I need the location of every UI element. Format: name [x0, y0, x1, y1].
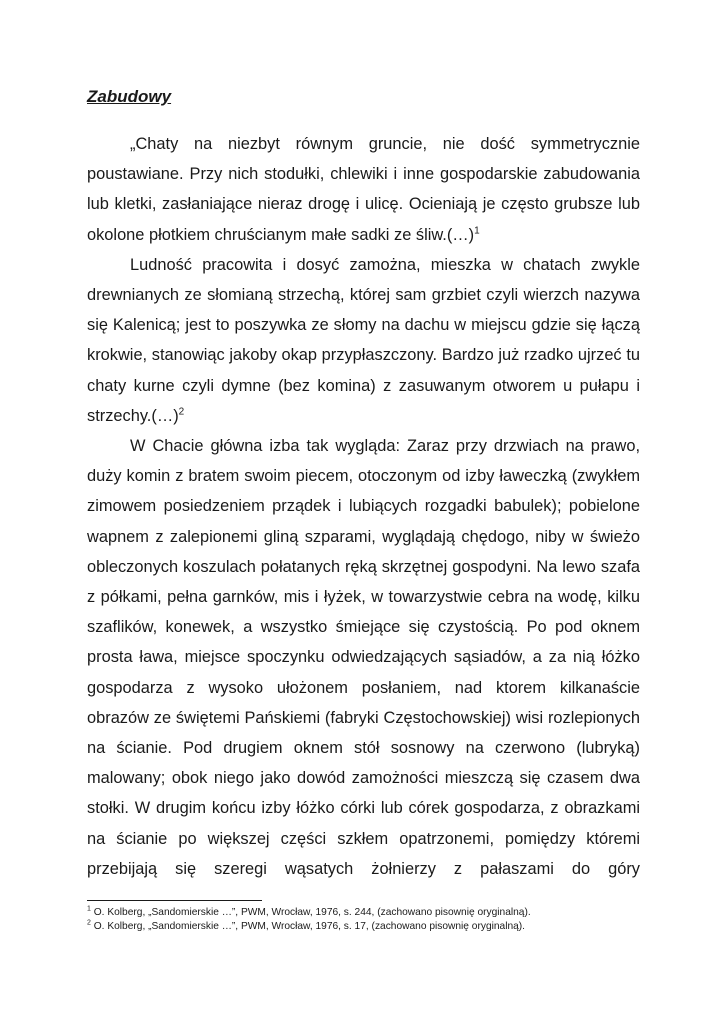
footnote-1	[87, 906, 647, 920]
paragraph-2	[87, 250, 640, 431]
footnote-ref-1[interactable]: 1	[474, 225, 480, 237]
footnote-1-text: O. Kolberg, „Sandomierskie …”, PWM, Wrocław, 1976, s. 244, (zachowano pisownię oryginalną).	[93, 907, 531, 918]
footnotes	[87, 906, 647, 934]
footnote-2	[87, 920, 647, 934]
footnote-1-number: 1	[87, 905, 91, 913]
paragraph-1	[87, 129, 640, 250]
footnote-2-text: O. Kolberg, „Sandomierskie …”, PWM, Wrocław, 1976, s. 17, (zachowano pisownię oryginalną).	[93, 921, 526, 932]
paragraph-2-text: Ludność pracowita i dosyć zamożna, mieszka w chatach zwykle drewnianych ze słomianą strzechą, której sam grzbiet czyli wierzch nazywa się Kalenicą; jest to poszywka ze słomy na dachu w miejscu gdzie się łączą krokwie, stanowiąc jakoby okap przypłaszczony. Bardzo już rzadko ujrzeć tu chaty kurne czyli dymne (bez komina) z zasuwanym otworem u pułapu i strzechy.(…)	[87, 255, 640, 425]
section-heading: Zabudowy	[87, 87, 172, 106]
body-text	[87, 129, 640, 884]
footnote-ref-2[interactable]: 2	[178, 406, 185, 418]
paragraph-3-text: W Chacie główna izba tak wygląda: Zaraz przy drzwiach na prawo, duży komin z bratem swoim piecem, otoczonym od izby ławeczką (zwykłem zimowem posiedzeniem prządek i lubiących rozgadki babulek); pobielone wapnem z zalepionemi gliną szparami, wyglądają chędogo, niby w świeżo obleczonych koszulach połatanych ręką skrzętnej gospodyni. Na lewo szafa z półkami, pełna garnków, mis i łyżek, w towarzystwie cebra na wodę, kilku szaflików, konewek, a wszystko śmiejące się czystością. Po pod oknem prosta ława, miejsce spoczynku odwiedzających sąsiadów, a za nią łóżko gospodarza z wysoko ułożonem posłaniem, nad ktorem kilkanaście obrazów ze świętemi Pańskiemi (fabryki Częstochowskiej) wisi rozlepionych na ścianie. Pod drugiem oknem stół sosnowy na czerwono (lubryką) malowany; obok niego jako dowód zamożności mieszczą się czasem dwa stołki. W drugim końcu izby łóżko córki lub córek gospodarza, z obrazkami na ścianie po większej części szkłem opatrzonemi, pomiędzy któremi przebijają się szeregi wąsatych żołnierzy z pałaszami do góry	[87, 437, 640, 878]
footnote-2-number: 2	[87, 919, 91, 927]
paragraph-1-text: „Chaty na niezbyt równym gruncie, nie dość symmetrycznie poustawiane. Przy nich stodułki, chlewiki i inne gospodarskie zabudowania lub kletki, zasłaniające nieraz drogę i ulicę. Ocieniają je często grubsze lub okolone płotkiem chruścianym małe sadki ze śliw.(…)	[87, 135, 640, 244]
paragraph-3	[87, 431, 640, 884]
footnote-separator	[87, 900, 262, 901]
